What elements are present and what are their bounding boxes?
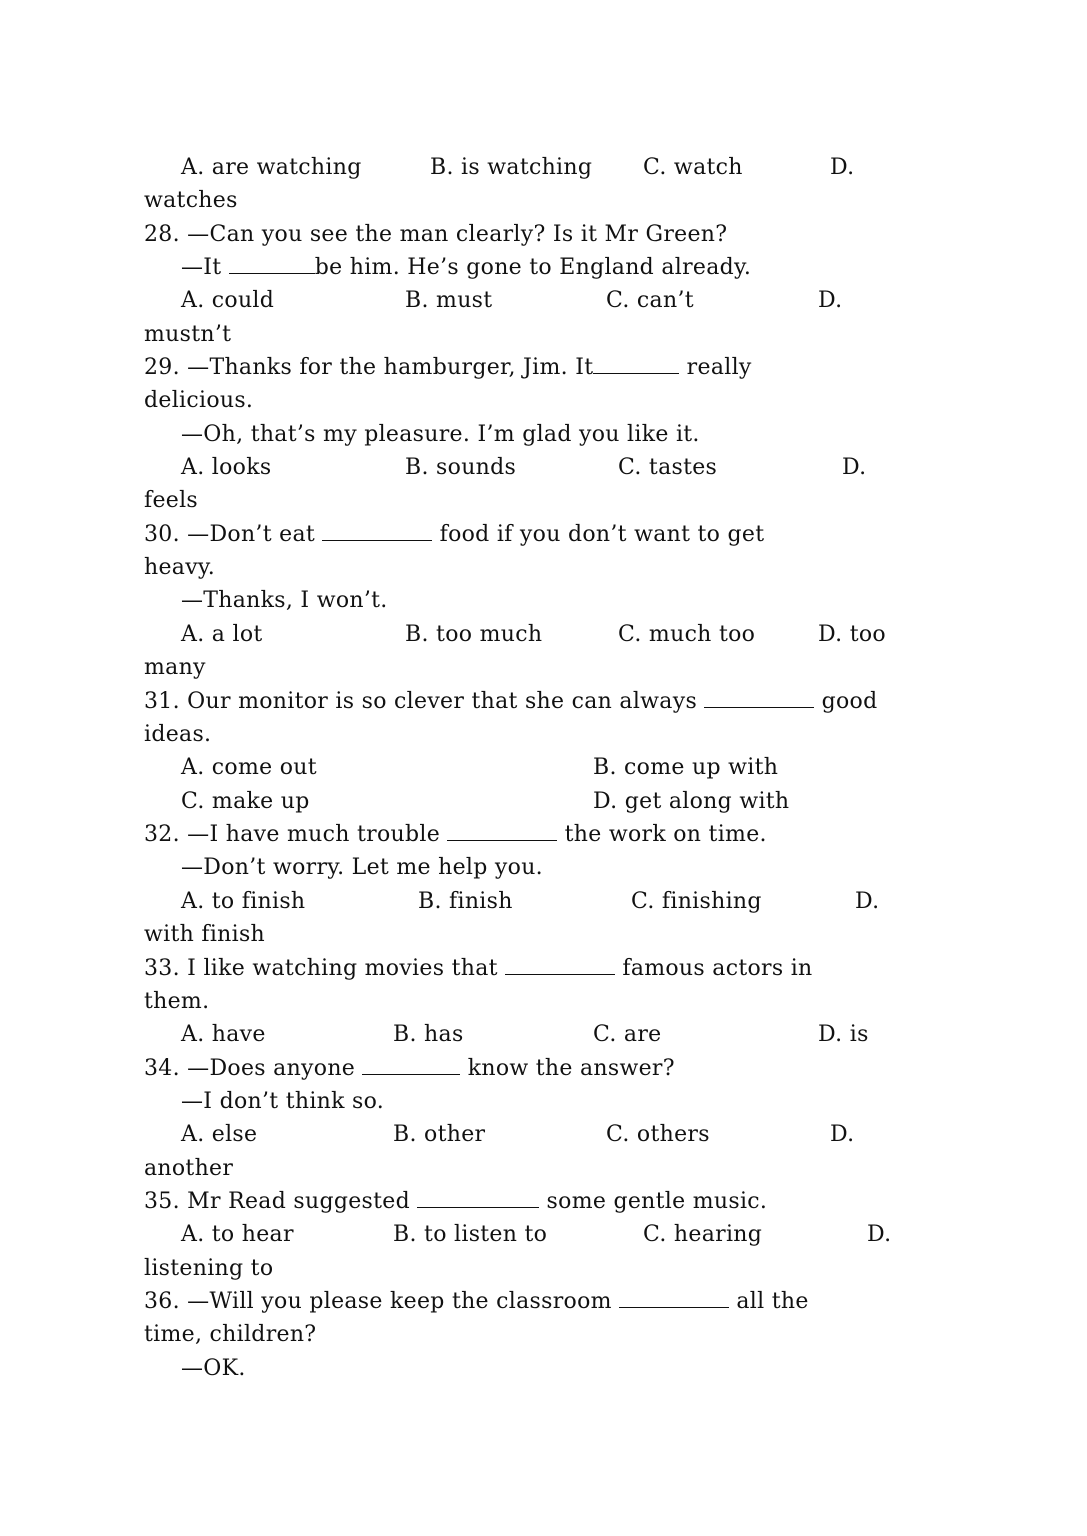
option-d: D.	[830, 155, 855, 180]
option-line	[393, 1018, 464, 1051]
question-28: 28. —Can you see the man clearly? Is it Mr Green?	[144, 222, 728, 247]
text-line: watches	[144, 188, 238, 213]
text-line: ideas.	[144, 722, 212, 747]
option-line	[181, 885, 305, 918]
text-before-blank: 31. Our monitor is so clever that she can always	[144, 689, 705, 714]
option-d: D. is	[818, 1022, 869, 1047]
option-line	[818, 618, 886, 651]
option-line	[818, 284, 842, 317]
option-c: C. finishing	[631, 889, 762, 914]
dialogue-line: —I don’t think so.	[181, 1089, 385, 1114]
option-d: D.	[818, 288, 843, 313]
option-a: A. have	[181, 1022, 266, 1047]
option-b: B. finish	[418, 889, 513, 914]
answer-blank	[619, 1287, 729, 1308]
option-line	[643, 151, 743, 184]
text-line: mustn’t	[144, 322, 232, 347]
option-line	[593, 785, 789, 818]
question-35	[144, 1185, 767, 1218]
option-line	[393, 1118, 485, 1151]
option-b: B. sounds	[405, 455, 517, 480]
option-b: B. other	[393, 1122, 486, 1147]
option-line	[405, 284, 492, 317]
option-a: A. could	[181, 288, 275, 313]
answer-blank	[704, 687, 814, 708]
option-a: A. else	[181, 1122, 258, 1147]
question-33	[144, 952, 813, 985]
option-c: C. can’t	[606, 288, 694, 313]
option-line	[855, 885, 879, 918]
option-d: D.	[842, 455, 867, 480]
option-b: B. is watching	[430, 155, 593, 180]
option-c: C. are	[593, 1022, 662, 1047]
text-after-blank: famous actors in	[615, 956, 813, 981]
option-line	[593, 751, 778, 784]
option-line	[430, 151, 592, 184]
option-line	[181, 451, 271, 484]
dialogue-line	[181, 251, 751, 284]
option-c: C. much too	[618, 622, 756, 647]
question-29	[144, 351, 752, 384]
text-after-blank: food if you don’t want to get	[432, 522, 765, 547]
option-a: A. are watching	[181, 155, 362, 180]
dialogue-line: —OK.	[181, 1356, 246, 1381]
option-d: D.	[867, 1222, 892, 1247]
option-a: A. to finish	[181, 889, 306, 914]
text-after-blank: some gentle music.	[539, 1189, 768, 1214]
text-line: listening to	[144, 1256, 274, 1281]
option-line	[606, 1118, 710, 1151]
dialogue-line: —Thanks, I won’t.	[181, 588, 388, 613]
text-line: them.	[144, 989, 210, 1014]
option-c: C. tastes	[618, 455, 718, 480]
option-b: B. must	[405, 288, 493, 313]
option-line	[643, 1218, 762, 1251]
option-d: D. too	[818, 622, 886, 647]
text-after-blank: all the	[729, 1289, 809, 1314]
option-d: D.	[830, 1122, 855, 1147]
answer-blank	[417, 1187, 539, 1208]
option-d: D.	[855, 889, 880, 914]
text-after-blank: be him. He’s gone to England already.	[314, 255, 752, 280]
option-line	[618, 451, 717, 484]
option-line	[405, 618, 542, 651]
option-line	[181, 618, 263, 651]
option-line	[818, 1018, 869, 1051]
text-line: feels	[144, 488, 199, 513]
option-b: B. come up with	[593, 755, 779, 780]
option-line	[418, 885, 513, 918]
answer-blank	[447, 820, 557, 841]
option-line	[181, 284, 274, 317]
answer-blank	[229, 253, 315, 274]
option-line	[867, 1218, 891, 1251]
option-line	[181, 1018, 266, 1051]
option-line	[181, 1118, 257, 1151]
option-line	[405, 451, 516, 484]
option-a: A. come out	[181, 755, 317, 780]
text-before-blank: 32. —I have much trouble	[144, 822, 448, 847]
option-a: A. a lot	[181, 622, 263, 647]
option-b: B. has	[393, 1022, 464, 1047]
answer-blank	[505, 954, 615, 975]
text-before-blank: 30. —Don’t eat	[144, 522, 323, 547]
dialogue-line: —Don’t worry. Let me help you.	[181, 855, 543, 880]
option-line	[181, 151, 362, 184]
text-after-blank: good	[814, 689, 878, 714]
option-line	[631, 885, 762, 918]
text-after-blank: the work on time.	[557, 822, 767, 847]
option-line	[830, 151, 854, 184]
text-before-blank: 35. Mr Read suggested	[144, 1189, 418, 1214]
answer-blank	[593, 353, 679, 374]
option-line	[181, 751, 317, 784]
option-b: B. too much	[405, 622, 543, 647]
option-line	[593, 1018, 662, 1051]
text-before-blank: —It	[181, 255, 229, 280]
answer-blank	[322, 520, 432, 541]
option-c: C. others	[606, 1122, 710, 1147]
option-line	[618, 618, 755, 651]
text-line: another	[144, 1156, 234, 1181]
option-line	[181, 1218, 294, 1251]
text-line: many	[144, 655, 206, 680]
dialogue-line: —Oh, that’s my pleasure. I’m glad you like it.	[181, 422, 700, 447]
text-line: heavy.	[144, 555, 216, 580]
question-34	[144, 1052, 675, 1085]
option-d: D. get along with	[593, 789, 790, 814]
text-after-blank: know the answer?	[460, 1056, 675, 1081]
option-b: B. to listen to	[393, 1222, 548, 1247]
text-before-blank: 36. —Will you please keep the classroom	[144, 1289, 620, 1314]
option-c: C. hearing	[643, 1222, 763, 1247]
option-c: C. make up	[181, 789, 310, 814]
question-30	[144, 518, 764, 551]
option-a: A. looks	[181, 455, 272, 480]
answer-blank	[362, 1054, 460, 1075]
text-line: time, children?	[144, 1322, 317, 1347]
text-line: delicious.	[144, 388, 254, 413]
question-36	[144, 1285, 809, 1318]
text-after-blank: really	[679, 355, 752, 380]
option-c: C. watch	[643, 155, 743, 180]
option-line	[842, 451, 866, 484]
question-32	[144, 818, 767, 851]
text-before-blank: 33. I like watching movies that	[144, 956, 506, 981]
question-31	[144, 685, 877, 718]
option-line	[830, 1118, 854, 1151]
text-before-blank: 34. —Does anyone	[144, 1056, 363, 1081]
text-line: with finish	[144, 922, 266, 947]
option-line	[393, 1218, 547, 1251]
option-line	[606, 284, 694, 317]
text-before-blank: 29. —Thanks for the hamburger, Jim. It	[144, 355, 594, 380]
option-a: A. to hear	[181, 1222, 294, 1247]
option-line	[181, 785, 310, 818]
